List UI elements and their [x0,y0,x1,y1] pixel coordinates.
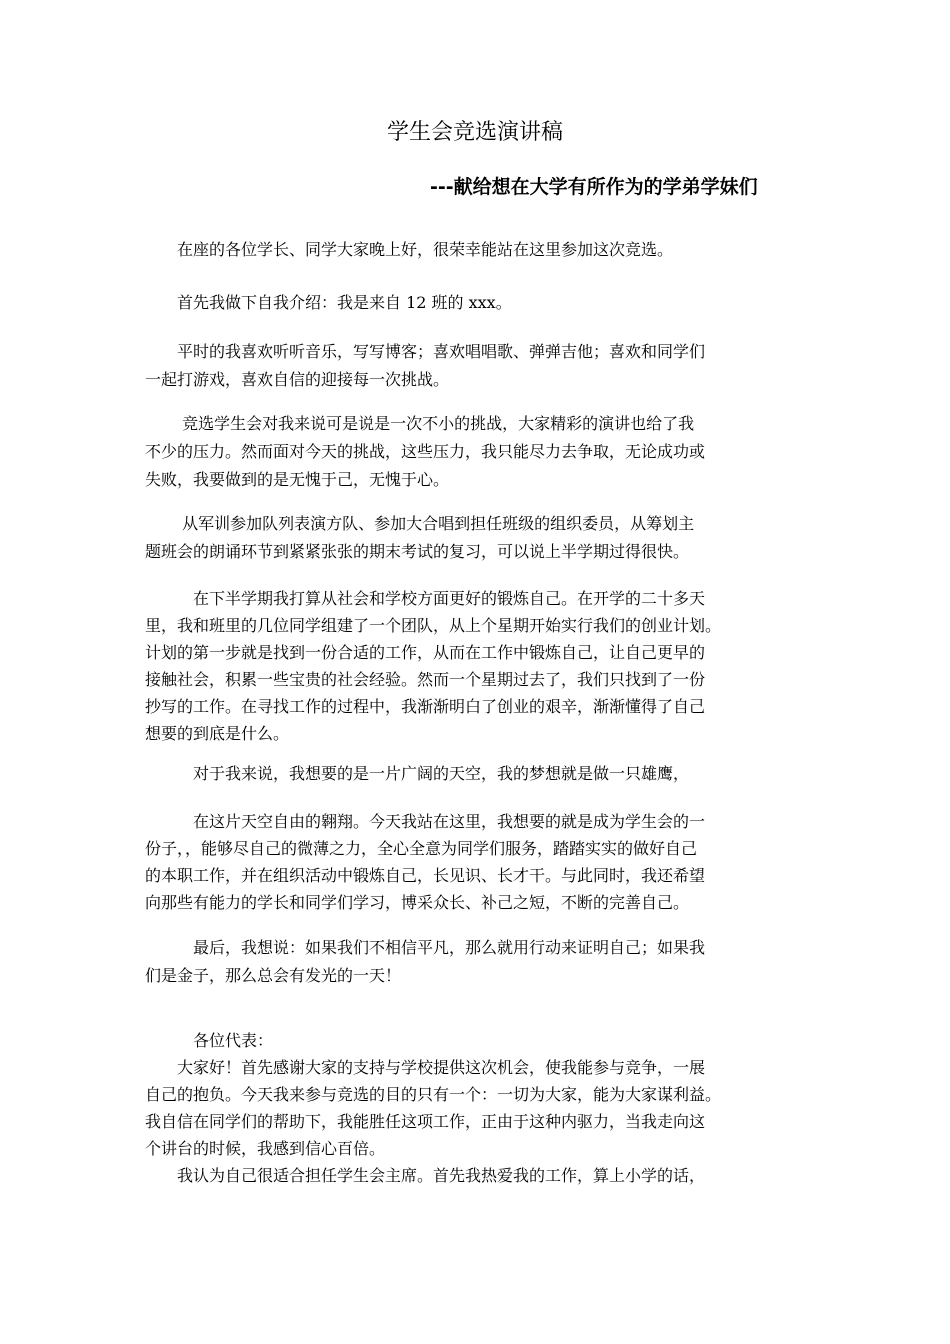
document-title: 学生会竞选演讲稿 [386,120,563,145]
document-subtitle: ---献给想在大学有所作为的学弟学妹们 [430,176,758,198]
text-line: 向那些有能力的学长和同学们学习，博采众长、补己之短，不断的完善自己。 [145,893,690,912]
text-line: 自己的抱负。今天我来参与竞选的目的只有一个：一切为大家，能为大家谋利益。 [145,1085,722,1104]
text-line: 们是金子，那么总会有发光的一天！ [145,966,402,985]
text-line: 各位代表： [145,1031,274,1050]
text-line: 不少的压力。然而面对今天的挑战，这些压力，我只能尽力去争取，无论成功或 [145,442,706,461]
paragraph-closing [145,934,807,990]
paragraph-second-semester [145,585,807,747]
paragraph-self-intro [145,289,807,317]
text-line: 抄写的工作。在寻找工作的过程中，我渐渐明白了创业的艰辛，渐渐懂得了自己 [145,697,706,716]
paragraph-challenge [145,410,807,494]
text-line: 我自信在同学们的帮助下，我能胜任这项工作，正由于这种内驱力，当我走向这 [145,1112,706,1131]
text-line: 大家好！首先感谢大家的支持与学校提供这次机会，使我能参与竞争，一展 [145,1058,706,1077]
paragraph-salutation [145,1027,807,1054]
text-line: 里，我和班里的几位同学组建了一个团队，从上个星期开始实行我们的创业计划。 [145,616,722,635]
text-line: 想要的到底是什么。 [145,724,290,743]
text-line: 的本职工作，并在组织活动中锻炼自己，长见识、长才干。与此同时，我还希望 [145,866,706,885]
text-line: 接触社会，积累一些宝贵的社会经验。然而一个星期过去了，我们只找到了一份 [145,670,706,689]
paragraph-suitability [145,1162,807,1189]
text-line: 题班会的朗诵环节到紧紧张张的期末考试的复习，可以说上半学期过得很快。 [145,542,690,561]
text-line: 我认为自己很适合担任学生会主席。首先我热爱我的工作，算上小学的话， [145,1166,706,1185]
paragraph-dream [145,760,807,788]
text-line: 对于我来说，我想要的是一片广阔的天空，我的梦想就是做一只雄鹰， [145,764,690,783]
paragraph-hobbies [145,338,807,394]
text-line: 最后，我想说：如果我们不相信平凡，那么就用行动来证明自己；如果我 [145,938,706,957]
text-line: 个讲台的时候，我感到信心百倍。 [145,1139,386,1158]
paragraph-second-speech [145,1054,807,1162]
paragraph-greeting [145,236,807,264]
paragraph-sky [145,808,807,916]
text-line: 首先我做下自我介绍：我是来自 12 班的 xxx。 [145,293,512,312]
text-line: 从军训参加队列表演方队、参加大合唱到担任班级的组织委员，从筹划主 [145,514,695,533]
text-line: 计划的第一步就是找到一份合适的工作，从而在工作中锻炼自己，让自己更早的 [145,643,706,662]
paragraph-first-semester [145,510,807,566]
text-line: 平时的我喜欢听听音乐，写写博客；喜欢唱唱歌、弹弹吉他；喜欢和同学们 [145,342,706,361]
text-line: 一起打游戏，喜欢自信的迎接每一次挑战。 [145,370,450,389]
text-line: 份子，，能够尽自己的微薄之力，全心全意为同学们服务，踏踏实实的做好自己 [145,839,698,858]
text-line: 在座的各位学长、同学大家晚上好，很荣幸能站在这里参加这次竞选。 [145,240,674,259]
text-line: 在下半学期我打算从社会和学校方面更好的锻炼自己。在开学的二十多天 [145,589,706,608]
text-line: 失败，我要做到的是无愧于己，无愧于心。 [145,470,450,489]
text-line: 在这片天空自由的翱翔。今天我站在这里，我想要的就是成为学生会的一 [145,812,706,831]
text-line: 竞选学生会对我来说可是说是一次不小的挑战，大家精彩的演讲也给了我 [145,414,695,433]
